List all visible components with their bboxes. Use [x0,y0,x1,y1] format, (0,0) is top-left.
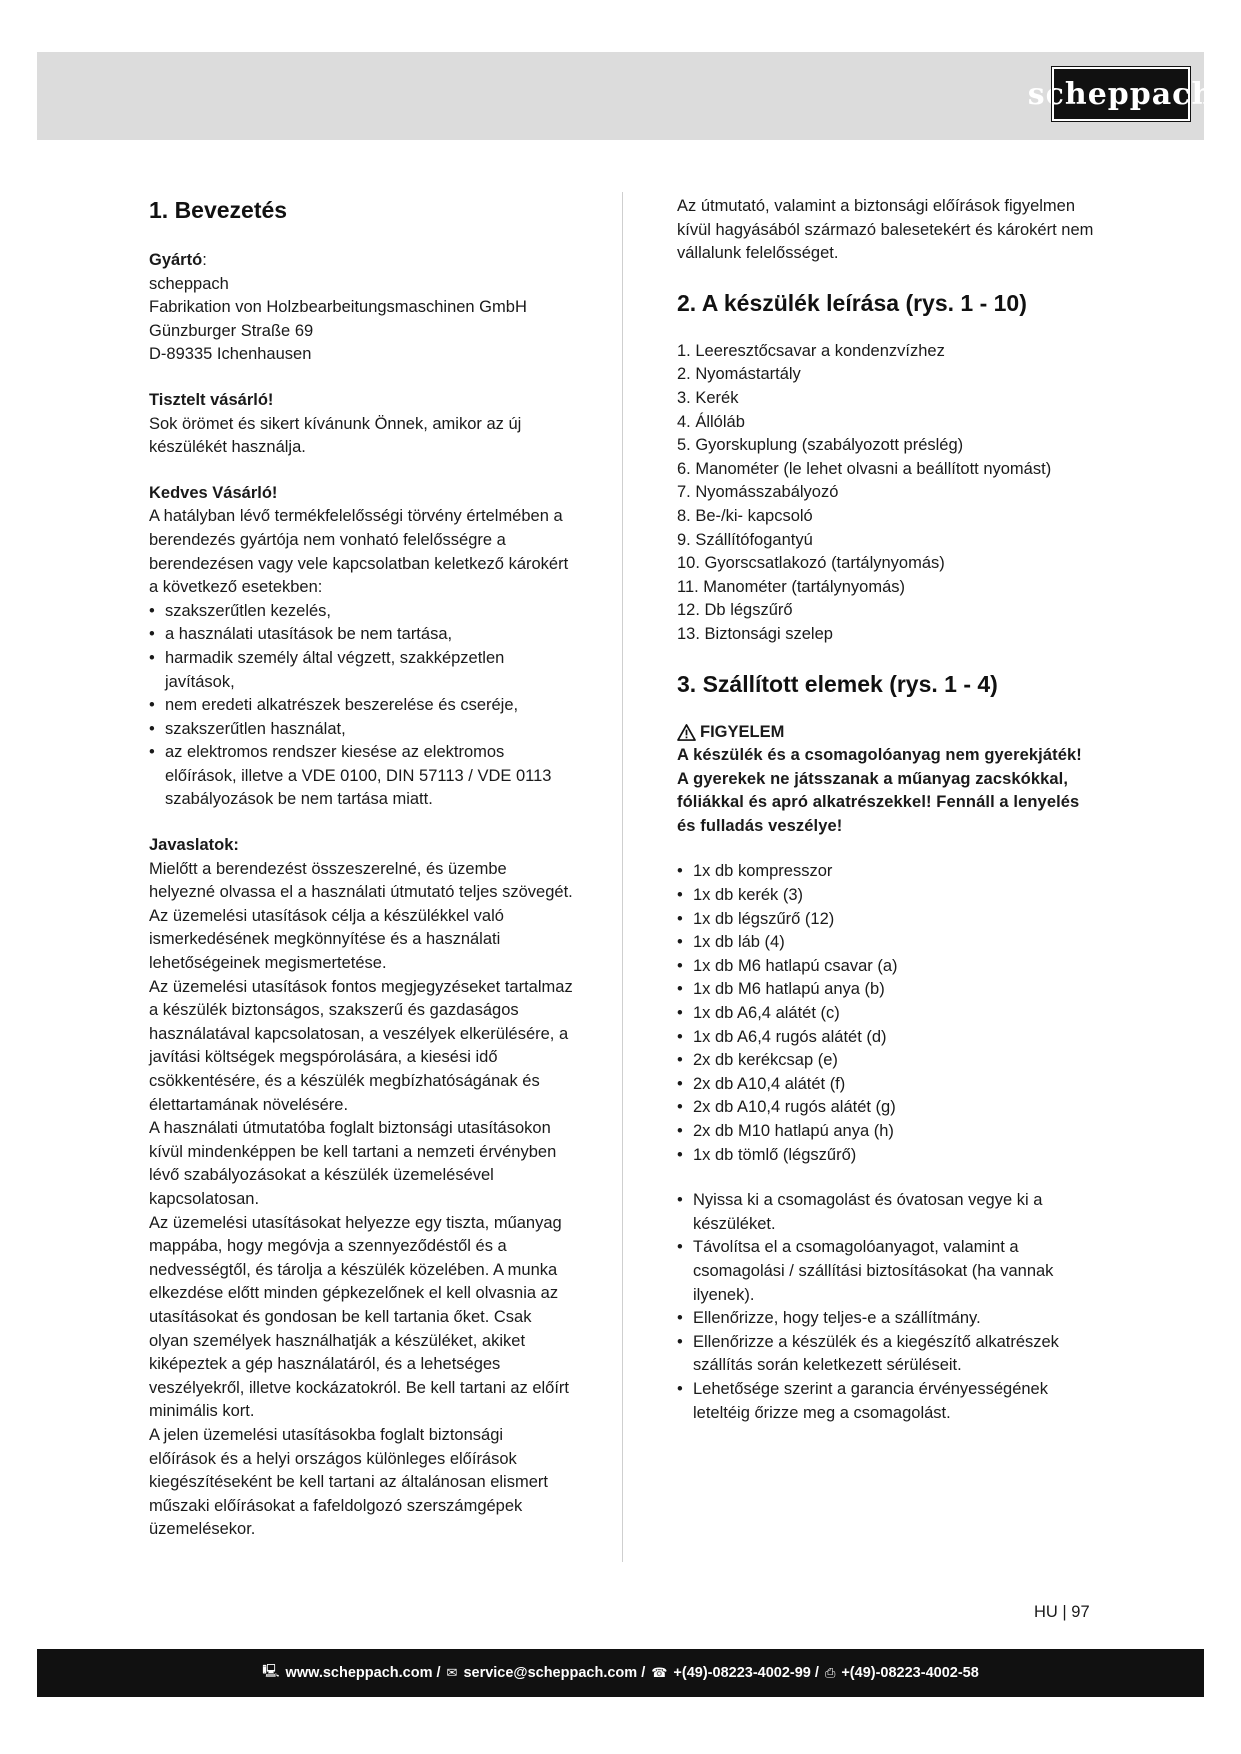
email-icon: ✉ [446,1665,458,1681]
list-item: 9. Szállítófogantyú [677,530,813,549]
list-item: 5. Gyorskuplung (szabályozott préslég) [677,436,964,455]
list-item: • szakszerűtlen használat, [149,718,574,742]
list-item: • 2x db A10,4 rugós alátét (g) [677,1096,1097,1120]
list-item: 2. Nyomástartály [677,365,801,384]
recommendation-paragraph: Az üzemelési utasítások fontos megjegyzéseket tartalmaz a készülék biztonságos, szakszerű és gazdaságos használatával kapcsolatosan, a veszélyek elkerülésére, a javítási költségek megspórolására, a kiesési idő csökkentésére, és a készülék megbízhatóságának és élettartamának növelésére. [149,977,573,1114]
parts-list [677,340,1097,647]
unpacking-steps [677,1189,1097,1425]
section-3-title: 3. Szállított elemek (rys. 1 - 4) [677,670,998,697]
list-item: • 1x db A6,4 rugós alátét (d) [677,1026,1097,1050]
warning-heading [677,721,1097,745]
list-item: • Ellenőrizze, hogy teljes-e a szállítmány. [677,1307,1097,1331]
list-item: • Lehetősége szerint a garancia érvényességének leteltéig őrizze meg a csomagolást. [677,1378,1097,1425]
recommendations-heading: Javaslatok: [149,836,239,855]
list-item: 7. Nyomásszabályozó [677,483,839,502]
list-item: • 1x db láb (4) [677,931,1097,955]
phone-icon: ☎ [651,1665,668,1681]
manufacturer-line: scheppach [149,274,229,293]
column-divider [622,192,623,1562]
recommendation-paragraph: A jelen üzemelési utasításokba foglalt biztonsági előírások és a helyi országos különleges előírások kiegészítéseként be kell tartani az általánosan elismert műszaki előírásokat a fafeldolgozó szerszámgépek üzemelésekor. [149,1425,548,1539]
recommendation-paragraph: Az üzemelési utasításokat helyezze egy tiszta, műanyag mappába, hogy megóvja a szennyeződéstől és a nedvességtől, és tárolja a készülék közelében. A munka elkezdése előtt minden gépkezelőnek el kell olvasnia az utasításokat és gondosan be kell tartania őket. Csak olyan személyek használhatják a készüléket, akiket kiképeztek a gép használatáról, és a lehetséges veszélyekről, illetve kockázatokról. Be kell tartani az előírt minimális kort. [149,1213,570,1421]
list-item: 11. Manométer (tartálynyomás) [677,577,906,596]
recommendation-paragraph: Mielőtt a berendezést összeszerelné, és üzembe helyezné olvassa el a használati útmutató teljes szövegét. [149,859,573,902]
liability-list [149,600,574,812]
list-item: • 1x db légszűrő (12) [677,908,1097,932]
recommendation-paragraph: A használati útmutatóba foglalt biztonsági utasításokon kívül mindenképpen be kell tartani a nemzeti érvényben lévő szabályozásokat a készülék üzemelésével kapcsolatosan. [149,1119,557,1208]
right-column [677,195,1097,1425]
header-band [37,52,1215,140]
list-item: • 1x db kompresszor [677,860,1097,884]
warning-triangle-icon [677,724,696,741]
list-item: • az elektromos rendszer kiesése az elektromos előírások, illetve a VDE 0100, DIN 57113 / VDE 0113 szabályozások be nem tartása miatt. [149,741,574,812]
list-item: 10. Gyorscsatlakozó (tartálynyomás) [677,554,945,573]
warning-label: FIGYELEM [700,722,785,741]
list-item: 6. Manométer (le lehet olvasni a beállított nyomást) [677,459,1052,478]
computer-icon: 🖳 [262,1664,280,1679]
list-item: 1. Leeresztőcsavar a kondenzvízhez [677,341,945,360]
list-item: 4. Állóláb [677,412,745,431]
delivery-list [677,860,1097,1167]
list-item: 8. Be-/ki- kapcsoló [677,506,813,525]
list-item: 13. Biztonsági szelep [677,624,833,643]
footer-phone: +(49)-08223-4002-99 / [673,1665,819,1681]
recommendation-paragraph: Az üzemelési utasítások célja a készülékkel való ismerkedésének megkönnyítése és a használati lehetőségeinek megismertetése. [149,906,504,973]
section-1-title: 1. Bevezetés [149,197,288,223]
manufacturer-block: Gyártó: scheppach Fabrikation von Holzbearbeitungsmaschinen GmbH Günzburger Straße 69 D-89335 Ichenhausen [149,249,574,367]
fax-icon: ⎙ [824,1665,836,1681]
dear-buyer-text: Sok örömet és sikert kívánunk Önnek, amikor az új készülékét használja. [149,414,522,457]
left-column [149,195,574,1542]
list-item: • 2x db A10,4 alátét (f) [677,1073,1097,1097]
footer-contact-bar [37,1649,1204,1697]
list-item: • 1x db A6,4 alátét (c) [677,1002,1097,1026]
section-2-title: 2. A készülék leírása (rys. 1 - 10) [677,289,1027,316]
list-item: 12. Db légszűrő [677,601,793,620]
manufacturer-label: Gyártó [149,251,203,269]
list-item: • 1x db M6 hatlapú anya (b) [677,978,1097,1002]
manufacturer-line: Fabrikation von Holzbearbeitungsmaschinen GmbH [149,298,527,317]
manufacturer-line: Günzburger Straße 69 [149,321,314,340]
list-item: • Ellenőrizze a készülék és a kiegészítő alkatrészek szállítás során keletkezett sérüléseit. [677,1331,1097,1378]
customer-text: A hatályban lévő termékfelelősségi törvény értelmében a berendezés gyártója nem vonható felelősségre a berendezésen vagy vele kapcsolatban keletkező károkért a következő esetekben: [149,507,569,597]
list-item: • szakszerűtlen kezelés, [149,600,574,624]
scheppach-logo: scheppach [1052,67,1190,121]
footer-website[interactable]: www.scheppach.com / [285,1665,441,1681]
warning-text: A készülék és a csomagolóanyag nem gyerekjáték! A gyerekek ne játsszanak a műanyag zacskókkal, fóliákkal és apró alkatrészekkel! Fennáll a lenyelés és fulladás veszélye! [677,746,1082,835]
list-item: • Nyissa ki a csomagolást és óvatosan vegye ki a készüléket. [677,1189,1097,1236]
page-number: HU | 97 [1034,1603,1090,1621]
list-item: • nem eredeti alkatrészek beszerelése és cseréje, [149,694,574,718]
list-item: • 2x db M10 hatlapú anya (h) [677,1120,1097,1144]
list-item: • 1x db M6 hatlapú csavar (a) [677,955,1097,979]
liability-disclaimer: Az útmutató, valamint a biztonsági előírások figyelmen kívül hagyásából származó balesetekért és károkért nem vállalunk felelősséget. [677,197,1094,263]
list-item: • 1x db kerék (3) [677,884,1097,908]
dear-buyer-heading: Tisztelt vásárló! [149,390,274,409]
list-item: 3. Kerék [677,388,739,407]
list-item: • harmadik személy által végzett, szakképzetlen javítások, [149,647,574,694]
footer-fax: +(49)-08223-4002-58 [841,1665,979,1681]
list-item: • 2x db kerékcsap (e) [677,1049,1097,1073]
manufacturer-line: D-89335 Ichenhausen [149,345,312,364]
customer-heading: Kedves Vásárló! [149,483,278,502]
list-item: • Távolítsa el a csomagolóanyagot, valamint a csomagolási / szállítási biztosításokat (ha vannak ilyenek). [677,1236,1097,1307]
footer-email[interactable]: service@scheppach.com / [463,1665,646,1681]
list-item: • a használati utasítások be nem tartása, [149,623,574,647]
list-item: • 1x db tömlő (légszűrő) [677,1144,1097,1168]
